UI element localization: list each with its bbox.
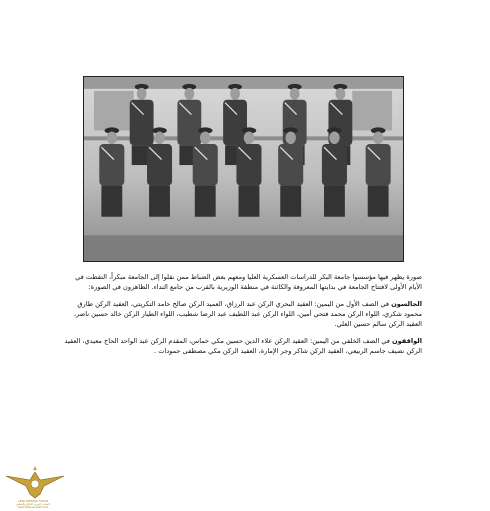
- logo-line2: المنتدى العربي للدفاع والتسليح: [16, 503, 50, 506]
- logo-line3: www.defense-arab.com: [17, 506, 49, 509]
- group-photo: [83, 76, 404, 262]
- photo-caption: [62, 272, 422, 363]
- eagle-emblem-icon: [4, 466, 66, 500]
- seated-text: في الصف الأول من اليمين: العقيد البحري الركن عبد الرزاق، العميد الركن صالح حامد التكريتي، العقيد الركن طارق محمود شكري، اللواء الركن محمد فتحي أمين، اللواء الركن عبد اللطيف عبد الرضا شطيب، اللواء الطيار الركن خالد حسين ناصر، العقيد الركن سالم حسين العلي.: [73, 300, 422, 328]
- logo-line1: ARAB DEFENSE FORUM: [17, 500, 49, 503]
- group-photo-image: [84, 77, 403, 261]
- seated-label: الجالسون: [391, 300, 422, 308]
- standing-text: في الصف الخلفي من اليمين: العقيد الركن علاء الدين حسين مكي خماس، المقدم الركن عبد الواحد الحاج معيدي، العقيد الركن نصيف جاسم الربيعي، العقيد الركن شاكر وجر الإمارة، العقيد الركن مكي مصطفى حمودات .: [64, 337, 422, 355]
- standing-label: الواقفون: [392, 337, 422, 345]
- caption-intro: صورة يظهر فيها مؤسسوا جامعة البكر للدراسات العسكرية العليا ومعهم بعض الضباط ممن نقلوا إلى الجامعة مبكراً، التقطت في الأيام الأولى لافتتاح الجامعة في بدايتها المعروفة والكائنة في منطقة الوزيرية بالقرب من جامع النداء. الظاهرون في الصورة:: [75, 273, 422, 291]
- caption-standing: [62, 336, 422, 356]
- caption-seated: [62, 299, 422, 329]
